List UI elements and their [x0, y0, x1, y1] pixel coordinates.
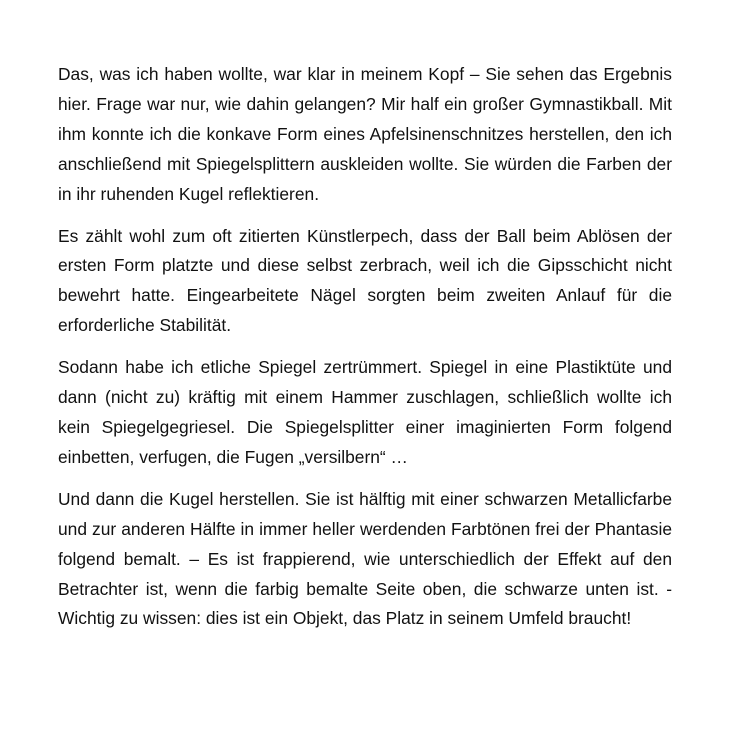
paragraph-3: Sodann habe ich etliche Spiegel zertrümmert. Spiegel in eine Plastiktüte und dann (nicht zu) kräftig mit einem Hammer zuschlagen, schließlich wollte ich kein Spiegelgegriesel. Die Spiegelsplitter einer imaginierten Form folgend einbetten, verfugen, die Fugen „versilbern“ … [58, 357, 672, 467]
document-page [58, 60, 672, 634]
paragraph-1: Das, was ich haben wollte, war klar in meinem Kopf – Sie sehen das Ergebnis hier. Frage war nur, wie dahin gelangen? Mir half ein großer Gymnastikball. Mit ihm konnte ich die konkave Form eines Apfelsinenschnitzes herstellen, den ich anschließend mit Spiegelsplittern auskleiden wollte. Sie würden die Farben der in ihr ruhenden Kugel reflektieren. [58, 64, 672, 204]
paragraph-4: Und dann die Kugel herstellen. Sie ist hälftig mit einer schwarzen Metallicfarbe und zur anderen Hälfte in immer heller werdenden Farbtönen frei der Phantasie folgend bemalt. – Es ist frappierend, wie unterschiedlich der Effekt auf den Betrachter ist, wenn die farbig bemalte Seite oben, die schwarze unten ist. -Wichtig zu wissen: dies ist ein Objekt, das Platz in seinem Umfeld braucht! [58, 488, 672, 629]
paragraph-2: Es zählt wohl zum oft zitierten Künstlerpech, dass der Ball beim Ablösen der ersten Form platzte und diese selbst zerbrach, weil ich die Gipsschicht nicht bewehrt hatte. Eingearbeitete Nägel sorgten beim zweiten Anlauf für die erforderliche Stabilität. [58, 225, 672, 336]
